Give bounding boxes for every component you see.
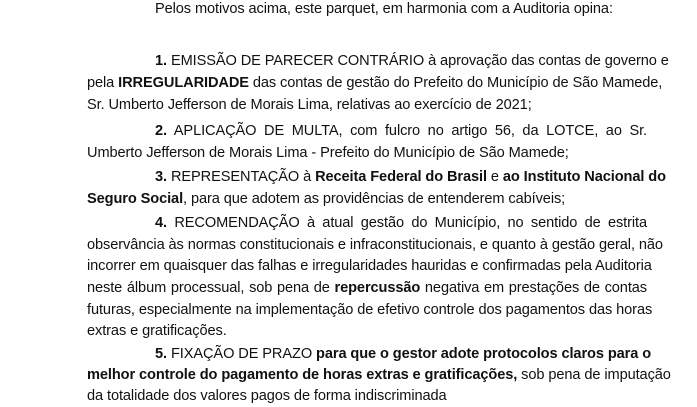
item-2-line-2: Umberto Jefferson de Morais Lima - Prefeito do Município de São Mamede; xyxy=(87,145,569,161)
item-2-line-1: 2. APLICAÇÃO DE MULTA, com fulcro no artigo 56, da LOTCE, ao Sr. xyxy=(155,123,647,139)
fixacao-emphasis-1: para que o gestor adote protocolos claros para o xyxy=(316,346,652,362)
item-4-line-3: incorrer em quaisquer das falhas e irregularidades hauridas e confirmadas pela Auditoria xyxy=(87,258,652,274)
fixacao-emphasis-2: melhor controle do pagamento de horas extras e gratificações, xyxy=(87,367,518,383)
item-1-line-3: Sr. Umberto Jefferson de Morais Lima, relativas ao exercício de 2021; xyxy=(87,97,532,113)
item-4-line-1: 4. RECOMENDAÇÃO à atual gestão do Município, no sentido de estrita xyxy=(155,215,647,231)
item-1-number: 1. xyxy=(155,53,167,69)
item-1-line-1: 1. EMISSÃO DE PARECER CONTRÁRIO à aprovação das contas de governo e xyxy=(155,53,669,69)
receita-federal-emphasis: Receita Federal do Brasil xyxy=(315,169,487,185)
item-3-line-2: Seguro Social, para que adotem as providências de entenderem cabíveis; xyxy=(87,191,566,207)
instituto-nacional-emphasis: ao Instituto Nacional do xyxy=(502,169,666,185)
item-3-line-1: 3. REPRESENTAÇÃO à Receita Federal do Brasil e ao Instituto Nacional do xyxy=(155,169,666,185)
seguro-social-emphasis: Seguro Social xyxy=(87,191,184,207)
item-5-line-3: da totalidade dos valores pagos de forma indiscriminada xyxy=(87,388,447,404)
irregularidade-emphasis: IRREGULARIDADE xyxy=(118,75,249,91)
repercussao-emphasis: repercussão xyxy=(334,280,421,296)
intro-paragraph: Pelos motivos acima, este parquet, em harmonia com a Auditoria opina: xyxy=(155,1,613,17)
item-4-number: 4. xyxy=(155,215,167,231)
item-2-number: 2. xyxy=(155,123,167,139)
item-4-line-6: extras e gratificações. xyxy=(87,323,227,339)
item-5-number: 5. xyxy=(155,346,167,362)
item-4-line-4: neste álbum processual, sob pena de repercussão negativa em prestações de contas xyxy=(87,280,647,296)
item-4-line-5: futuras, especialmente na implementação de efetivo controle dos pagamentos das horas xyxy=(87,302,653,318)
item-5-line-1: 5. FIXAÇÃO DE PRAZO para que o gestor adote protocolos claros para o xyxy=(155,346,652,362)
item-5-line-2: melhor controle do pagamento de horas extras e gratificações, sob pena de imputação xyxy=(87,367,671,383)
item-3-number: 3. xyxy=(155,169,167,185)
item-4-line-2: observância às normas constitucionais e infraconstitucionais, e quanto à gestão geral, não xyxy=(87,237,663,253)
item-1-line-2: pela IRREGULARIDADE das contas de gestão do Prefeito do Município de São Mamede, xyxy=(87,75,663,91)
